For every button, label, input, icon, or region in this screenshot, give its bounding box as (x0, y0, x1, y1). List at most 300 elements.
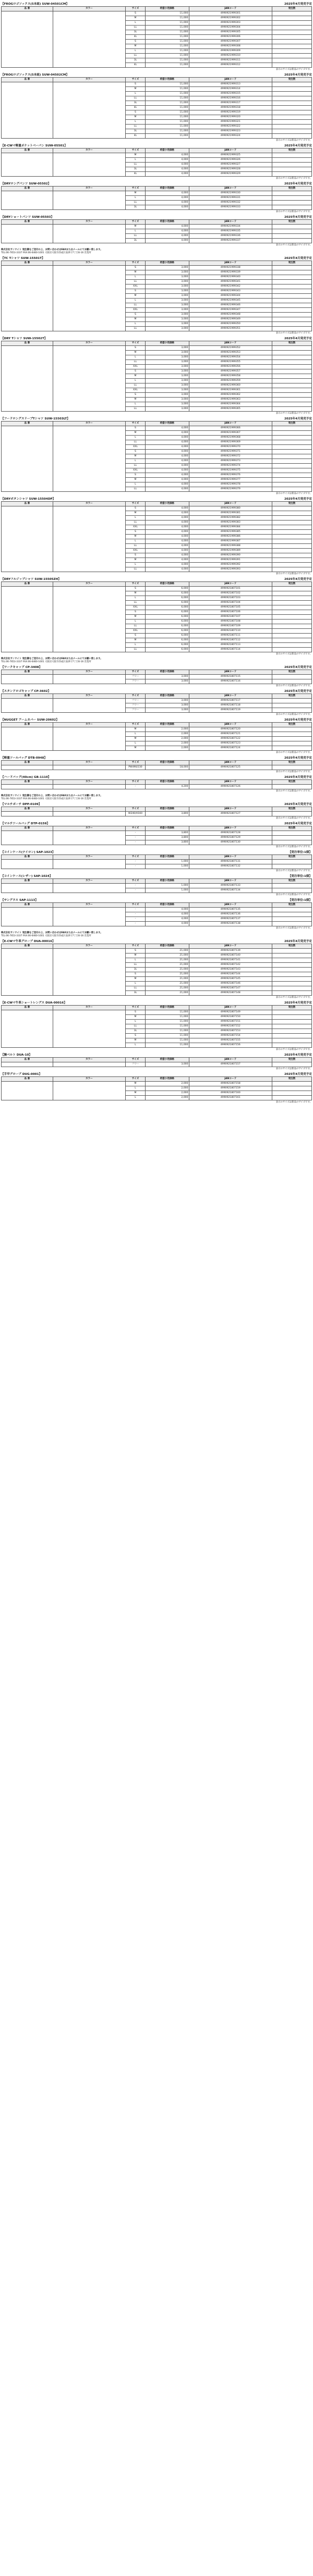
order-qty-cell[interactable] (272, 831, 312, 836)
order-qty-cell[interactable] (272, 963, 312, 968)
jan-cell: 4990921807152 (189, 1024, 272, 1029)
size-cell: LL (125, 327, 145, 331)
order-qty-cell[interactable] (272, 163, 312, 167)
size-cell: フリー (125, 708, 145, 713)
size-cell: S (125, 289, 145, 294)
order-qty-cell[interactable] (272, 812, 312, 816)
price-cell: 3,800 (145, 840, 189, 845)
column-header: 希望小売価格 (145, 7, 189, 11)
size-cell: S (125, 40, 145, 44)
order-qty-cell[interactable] (272, 459, 312, 464)
order-qty-cell[interactable] (272, 1024, 312, 1029)
order-qty-cell[interactable] (272, 44, 312, 49)
order-qty-cell[interactable] (272, 620, 312, 624)
order-qty-cell[interactable] (272, 615, 312, 620)
size-cell: L (125, 196, 145, 201)
table-row (2, 831, 312, 836)
jan-cell: 4990921999377 (189, 478, 272, 482)
price-cell: 3,000 (145, 679, 189, 684)
order-qty-cell[interactable] (272, 949, 312, 953)
size-cell: M (125, 153, 145, 158)
product-section (1, 497, 312, 576)
size-cell: M (125, 1015, 145, 1020)
order-qty-cell[interactable] (272, 1020, 312, 1024)
column-header: サイズ (125, 1006, 145, 1010)
table-row (2, 587, 312, 591)
order-qty-cell[interactable] (272, 431, 312, 436)
order-qty-cell[interactable] (272, 511, 312, 516)
order-qty-cell[interactable] (272, 521, 312, 525)
order-qty-cell[interactable] (272, 369, 312, 374)
column-header: サイズ (125, 780, 145, 785)
header-row (2, 723, 312, 727)
column-header: JANコード (189, 187, 272, 191)
order-qty-cell[interactable] (272, 860, 312, 864)
column-header: 発注数 (272, 879, 312, 884)
order-qty-cell[interactable] (272, 737, 312, 741)
order-qty-cell[interactable] (272, 629, 312, 634)
order-qty-cell[interactable] (272, 82, 312, 87)
product-section (1, 337, 312, 415)
order-qty-cell[interactable] (272, 601, 312, 605)
order-qty-cell[interactable] (272, 972, 312, 977)
order-qty-cell[interactable] (272, 539, 312, 544)
order-qty-cell[interactable] (272, 201, 312, 205)
order-qty-cell[interactable] (272, 360, 312, 365)
jan-cell: 4990921999373 (189, 459, 272, 464)
jan-cell: 4990921999317 (189, 101, 272, 106)
column-header: 希望小売価格 (145, 903, 189, 908)
order-qty-cell[interactable] (272, 153, 312, 158)
order-qty-cell[interactable] (272, 864, 312, 869)
column-header: カラー (53, 1006, 125, 1010)
section-title: 【コインケース(レザー) SAP-1024】 (1, 875, 53, 878)
product-table (1, 722, 312, 751)
jan-cell: 4990921807127 (189, 812, 272, 816)
company-contact: TEL:06-7653-3337 FAX:06-6460-1001 大阪府大阪市西成区南津守7丁目6-16 営業所 (1, 252, 91, 254)
order-qty-cell[interactable] (272, 624, 312, 629)
price-cell: 4,200 (145, 785, 189, 789)
section-title: 【コインケース(ナイロン) SAP-1023】 (1, 851, 55, 854)
column-header: JANコード (189, 1006, 272, 1010)
order-qty-cell[interactable] (272, 21, 312, 26)
order-qty-cell[interactable] (272, 49, 312, 54)
jan-cell: 4990921807103 (189, 596, 272, 601)
header-row (2, 1058, 312, 1062)
order-qty-cell[interactable] (272, 167, 312, 172)
order-qty-cell[interactable] (272, 558, 312, 563)
jan-cell: 4990921999322 (189, 125, 272, 129)
release-date: 2025年4月発売予定 (284, 417, 312, 420)
order-qty-cell[interactable] (272, 785, 312, 789)
size-cell: L (125, 958, 145, 963)
column-header: サイズ (125, 582, 145, 587)
order-qty-cell[interactable] (272, 953, 312, 958)
column-header: サイズ (125, 670, 145, 675)
jan-cell: 4990921999378 (189, 482, 272, 487)
column-header: JANコード (189, 422, 272, 426)
order-qty-cell[interactable] (272, 699, 312, 703)
size-note: 表示のサイズは新品のサイズです。 (275, 412, 312, 415)
column-header: サイズ (125, 148, 145, 153)
order-qty-cell[interactable] (272, 454, 312, 459)
price-cell: 11,000 (145, 1029, 189, 1034)
order-qty-cell[interactable] (272, 172, 312, 177)
order-qty-cell[interactable] (272, 158, 312, 163)
size-cell: W240/H160 (125, 812, 145, 816)
order-qty-cell[interactable] (272, 516, 312, 521)
column-header: 発注数 (272, 903, 312, 908)
order-qty-cell[interactable] (272, 58, 312, 63)
size-cell: L (125, 1096, 145, 1100)
order-qty-cell[interactable] (272, 596, 312, 601)
jan-cell: 4990921807135 (189, 908, 272, 912)
order-qty-cell[interactable] (272, 275, 312, 280)
order-qty-cell[interactable] (272, 610, 312, 615)
order-qty-cell[interactable] (272, 1086, 312, 1091)
jan-cell: 4990921999369 (189, 440, 272, 445)
order-qty-cell[interactable] (272, 1038, 312, 1043)
order-qty-cell[interactable] (272, 317, 312, 322)
order-qty-cell[interactable] (272, 679, 312, 684)
order-qty-cell[interactable] (272, 836, 312, 840)
order-qty-cell[interactable] (272, 445, 312, 450)
order-qty-cell[interactable] (272, 87, 312, 92)
jan-cell: 4990921807102 (189, 591, 272, 596)
order-qty-cell[interactable] (272, 196, 312, 201)
order-qty-cell[interactable] (272, 765, 312, 770)
order-qty-cell[interactable] (272, 1010, 312, 1015)
column-header: 品 番 (2, 1077, 53, 1082)
order-qty-cell[interactable] (272, 351, 312, 355)
order-qty-cell[interactable] (272, 525, 312, 530)
size-note: 表示のサイズは新品のサイズです。 (275, 751, 312, 754)
size-cell: S (125, 450, 145, 454)
order-qty-cell[interactable] (272, 553, 312, 558)
size-cell: M (125, 478, 145, 482)
product-section (1, 939, 312, 999)
product-section (1, 73, 312, 142)
order-qty-cell[interactable] (272, 96, 312, 101)
order-qty-cell[interactable] (272, 450, 312, 454)
order-qty-cell[interactable] (272, 1062, 312, 1067)
order-qty-cell[interactable] (272, 393, 312, 398)
jan-cell: 4990921807115 (189, 675, 272, 679)
release-date: 2025年4月発売予定 (284, 498, 312, 501)
order-qty-cell[interactable] (272, 327, 312, 331)
order-qty-cell[interactable] (272, 643, 312, 648)
order-qty-cell[interactable] (272, 634, 312, 638)
order-qty-cell[interactable] (272, 605, 312, 610)
size-note: 表示のサイズは新品のサイズです。 (275, 1048, 312, 1051)
order-qty-cell[interactable] (272, 129, 312, 134)
section-title: 【DRY Tシャツ SUW-15502T】 (1, 337, 47, 340)
order-qty-cell[interactable] (272, 54, 312, 58)
order-qty-cell[interactable] (272, 468, 312, 473)
order-qty-cell[interactable] (272, 374, 312, 379)
order-qty-cell[interactable] (272, 299, 312, 303)
order-qty-cell[interactable] (272, 120, 312, 125)
order-qty-cell[interactable] (272, 35, 312, 40)
product-table (1, 1057, 312, 1067)
section-header (1, 577, 312, 581)
order-qty-cell[interactable] (272, 440, 312, 445)
jan-cell: 4990921999346 (189, 303, 272, 308)
size-cell: LL (125, 407, 145, 412)
jan-cell: 4990921999382 (189, 516, 272, 521)
order-qty-cell[interactable] (272, 912, 312, 917)
price-cell: 3,000 (145, 393, 189, 398)
company-info (1, 658, 312, 664)
price-cell: 4,000 (145, 535, 189, 539)
order-qty-cell[interactable] (272, 535, 312, 539)
release-date: 2025年4月発売予定 (284, 940, 312, 943)
size-cell: 3L (125, 58, 145, 63)
order-qty-cell[interactable] (272, 284, 312, 289)
size-cell: XXL (125, 445, 145, 450)
jan-cell: 4990921999329 (189, 172, 272, 177)
order-qty-cell[interactable] (272, 982, 312, 986)
order-qty-cell[interactable] (272, 388, 312, 393)
column-header: 発注数 (272, 1058, 312, 1062)
product-table (1, 148, 312, 177)
order-qty-cell[interactable] (272, 308, 312, 313)
price-cell: 4,000 (145, 445, 189, 450)
order-qty-cell[interactable] (272, 487, 312, 492)
order-qty-cell[interactable] (272, 11, 312, 16)
jan-cell: 4990921999350 (189, 322, 272, 327)
order-qty-cell[interactable] (272, 1082, 312, 1086)
section-header (1, 2, 312, 6)
order-qty-cell[interactable] (272, 648, 312, 652)
order-qty-cell[interactable] (272, 1091, 312, 1096)
order-qty-cell[interactable] (272, 303, 312, 308)
order-qty-cell[interactable] (272, 280, 312, 284)
order-qty-cell[interactable] (272, 888, 312, 893)
order-qty-cell[interactable] (272, 398, 312, 402)
column-header: 希望小売価格 (145, 694, 189, 699)
order-qty-cell[interactable] (272, 506, 312, 511)
price-cell: 3,000 (145, 322, 189, 327)
order-qty-cell[interactable] (272, 741, 312, 746)
order-qty-cell[interactable] (272, 125, 312, 129)
order-qty-cell[interactable] (272, 917, 312, 922)
order-qty-cell[interactable] (272, 908, 312, 912)
product-code-cell (2, 587, 53, 652)
product-section (1, 577, 312, 664)
column-header: サイズ (125, 187, 145, 191)
order-qty-cell[interactable] (272, 986, 312, 991)
price-cell: 6,000 (145, 634, 189, 638)
column-header: JANコード (189, 341, 272, 346)
size-cell: 4L (125, 134, 145, 139)
order-qty-cell[interactable] (272, 346, 312, 351)
order-qty-cell[interactable] (272, 549, 312, 553)
release-date: 2025年4月発売予定 (284, 666, 312, 669)
order-qty-cell[interactable] (272, 270, 312, 275)
order-qty-cell[interactable] (272, 727, 312, 732)
order-qty-cell[interactable] (272, 225, 312, 229)
order-qty-cell[interactable] (272, 92, 312, 96)
price-cell: 11,000 (145, 1034, 189, 1038)
size-cell: - (125, 888, 145, 893)
section-header (1, 874, 312, 878)
order-qty-cell[interactable] (272, 365, 312, 369)
size-cell: S (125, 1010, 145, 1015)
price-cell: 4,000 (145, 922, 189, 926)
order-qty-cell[interactable] (272, 968, 312, 972)
order-qty-cell[interactable] (272, 563, 312, 567)
order-qty-cell[interactable] (272, 1034, 312, 1038)
order-qty-cell[interactable] (272, 63, 312, 68)
product-code-cell (2, 785, 53, 789)
column-header: 品 番 (2, 694, 53, 699)
order-qty-cell[interactable] (272, 977, 312, 982)
order-qty-cell[interactable] (272, 26, 312, 30)
order-qty-cell[interactable] (272, 746, 312, 751)
order-qty-cell[interactable] (272, 958, 312, 963)
order-qty-cell[interactable] (272, 101, 312, 106)
order-qty-cell[interactable] (272, 355, 312, 360)
order-qty-cell[interactable] (272, 229, 312, 234)
order-qty-cell[interactable] (272, 473, 312, 478)
price-cell: 4,000 (145, 229, 189, 234)
column-header: サイズ (125, 261, 145, 266)
column-header: 品 番 (2, 220, 53, 225)
price-cell: 4,000 (145, 511, 189, 516)
order-qty-cell[interactable] (272, 530, 312, 535)
order-qty-cell[interactable] (272, 638, 312, 643)
release-date: 2025年4月発売予定 (284, 73, 312, 77)
order-qty-cell[interactable] (272, 383, 312, 388)
jan-cell: 4990921807104 (189, 601, 272, 605)
product-table (1, 854, 312, 869)
order-qty-cell[interactable] (272, 587, 312, 591)
order-qty-cell[interactable] (272, 313, 312, 317)
order-qty-cell[interactable] (272, 1029, 312, 1034)
jan-cell: 4990921807150 (189, 1015, 272, 1020)
order-qty-cell[interactable] (272, 840, 312, 845)
order-qty-cell[interactable] (272, 239, 312, 243)
size-cell: 4L (125, 35, 145, 40)
order-qty-cell[interactable] (272, 294, 312, 299)
order-qty-cell[interactable] (272, 567, 312, 572)
price-cell: 11,000 (145, 26, 189, 30)
section-title: 【マルチポーチ DPP-0109】 (1, 803, 42, 806)
order-qty-cell[interactable] (272, 40, 312, 44)
order-qty-cell[interactable] (272, 478, 312, 482)
column-header: JANコード (189, 826, 272, 831)
jan-cell: 4990921999340 (189, 275, 272, 280)
table-row (2, 699, 312, 703)
order-qty-cell[interactable] (272, 115, 312, 120)
size-cell: - (125, 785, 145, 789)
order-qty-cell[interactable] (272, 402, 312, 407)
size-cell: L (125, 158, 145, 163)
color-cell (53, 1010, 125, 1048)
jan-cell: 4990921999374 (189, 464, 272, 468)
order-qty-cell[interactable] (272, 675, 312, 679)
order-qty-cell[interactable] (272, 30, 312, 35)
price-cell: 11,000 (145, 30, 189, 35)
column-header: 品 番 (2, 879, 53, 884)
order-qty-cell[interactable] (272, 1096, 312, 1100)
size-cell: S (125, 11, 145, 16)
order-qty-cell[interactable] (272, 289, 312, 294)
column-header: 希望小売価格 (145, 341, 189, 346)
order-qty-cell[interactable] (272, 482, 312, 487)
order-qty-cell[interactable] (272, 708, 312, 713)
column-header: 発注数 (272, 187, 312, 191)
column-header: JANコード (189, 220, 272, 225)
order-qty-cell[interactable] (272, 703, 312, 708)
order-qty-cell[interactable] (272, 110, 312, 115)
order-qty-cell[interactable] (272, 191, 312, 196)
table-row (2, 675, 312, 679)
order-qty-cell[interactable] (272, 322, 312, 327)
size-cell: L (125, 732, 145, 737)
order-qty-cell[interactable] (272, 591, 312, 596)
size-cell: フリー (125, 675, 145, 679)
jan-cell: 4990921807114 (189, 648, 272, 652)
price-cell: 3,000 (145, 284, 189, 289)
order-qty-cell[interactable] (272, 234, 312, 239)
order-qty-cell[interactable] (272, 134, 312, 139)
size-cell: 3L (125, 30, 145, 35)
order-qty-cell[interactable] (272, 266, 312, 270)
column-header: カラー (53, 220, 125, 225)
order-qty-cell[interactable] (272, 884, 312, 888)
jan-cell: 4990921999314 (189, 87, 272, 92)
order-qty-cell[interactable] (272, 16, 312, 21)
order-qty-cell[interactable] (272, 1043, 312, 1048)
column-header: 希望小売価格 (145, 1058, 189, 1062)
size-cell: M (125, 615, 145, 620)
column-header: 希望小売価格 (145, 148, 189, 153)
jan-cell: 4990921999388 (189, 544, 272, 549)
size-cell: L (125, 982, 145, 986)
product-table (1, 944, 312, 996)
order-qty-cell[interactable] (272, 732, 312, 737)
size-note: 表示のサイズは新品のサイズです。 (275, 894, 312, 896)
product-section (1, 898, 312, 938)
order-qty-cell[interactable] (272, 426, 312, 431)
table-row (2, 949, 312, 953)
order-qty-cell[interactable] (272, 379, 312, 383)
section-title: 【軽量ツールバッグ DTB-0948】 (1, 757, 47, 760)
color-cell (53, 785, 125, 789)
order-qty-cell[interactable] (272, 1015, 312, 1020)
product-table (1, 77, 312, 139)
company-contact: TEL:06-7653-3337 FAX:06-6460-1001 大阪府大阪市西成区南津守7丁目6-16 営業所 (1, 798, 91, 800)
column-header: 発注数 (272, 78, 312, 82)
order-qty-cell[interactable] (272, 922, 312, 926)
order-qty-cell[interactable] (272, 991, 312, 996)
column-header: サイズ (125, 694, 145, 699)
section-header (1, 802, 312, 807)
order-qty-cell[interactable] (272, 544, 312, 549)
order-qty-cell[interactable] (272, 436, 312, 440)
jan-cell: 4990921807144 (189, 972, 272, 977)
order-qty-cell[interactable] (272, 106, 312, 110)
order-qty-cell[interactable] (272, 464, 312, 468)
price-cell: 21,000 (145, 986, 189, 991)
order-qty-cell[interactable] (272, 205, 312, 210)
product-code-cell (2, 765, 53, 770)
column-header: 希望小売価格 (145, 582, 189, 587)
section-header (1, 689, 312, 693)
order-qty-cell[interactable] (272, 407, 312, 412)
